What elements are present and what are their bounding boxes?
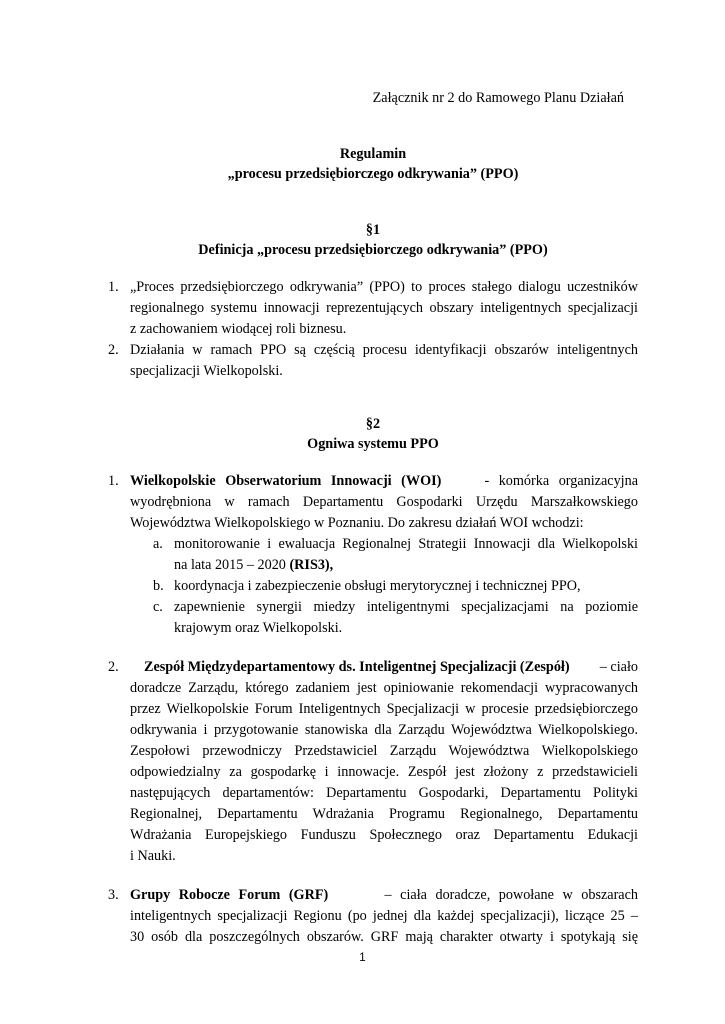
title-line-1: Regulamin: [339, 146, 407, 162]
paragraph-line: inteligentnych specjalizacji Regionu (po jednej dla każdej specjalizacji), liczące 25 –: [130, 908, 638, 924]
paragraph-line: i Nauki.: [130, 848, 176, 864]
list-marker: 1.: [108, 473, 119, 489]
ris3-label: (RIS3),: [289, 557, 334, 573]
paragraph-line: 30 osób dla poszczególnych obszarów. GRF mają charakter otwarty i spotykają się: [130, 929, 638, 945]
sublist-continuation: na lata 2015 – 2020: [174, 557, 290, 573]
paragraph-line: Regionalnej, Departamentu Wdrażania Programu Regionalnego, Departamentu: [130, 806, 638, 822]
zespol-title-rest: – ciało: [599, 659, 638, 675]
section-1-heading: Definicja „procesu przedsiębiorczego odkrywania” (PPO): [198, 242, 548, 258]
annex-label: Załącznik nr 2 do Ramowego Planu Działań: [372, 90, 624, 106]
list-marker: 3.: [108, 887, 119, 903]
paragraph-line: zapewnienie synergii miedzy inteligentnymi specjalizacjami na poziomie: [174, 599, 638, 615]
paragraph-line: specjalizacji Wielkopolski.: [130, 363, 283, 379]
paragraph-line: odkrywania i przygotowanie stanowiska dla Zarządu Województwa Wielkopolskiego.: [130, 722, 638, 738]
paragraph-line: koordynacja i zabezpieczenie obsługi merytorycznej i technicznej PPO,: [174, 578, 581, 594]
paragraph-line: Zespołowi przewodniczy Przedstawiciel Zarządu Województwa Wielkopolskiego: [130, 743, 638, 759]
list-marker: 2.: [108, 659, 119, 675]
sublist-marker: b.: [153, 578, 164, 594]
paragraph-line: monitorowanie i ewaluacja Regionalnej Strategii Innowacji dla Wielkopolski: [174, 536, 638, 552]
woi-title-rest: - komórka organizacyjna: [484, 473, 638, 489]
section-1-number: §1: [365, 222, 381, 238]
paragraph-line: „Proces przedsiębiorczego odkrywania” (PPO) to proces stałego dialogu uczestników: [130, 279, 638, 295]
paragraph-line: doradcze Zarządu, którego zadaniem jest opiniowanie rekomendacji wypracowanych: [130, 680, 638, 696]
paragraph-line: odpowiedzialny za gospodarkę i innowacje. Zespół jest złożony z przedstawicieli: [130, 764, 638, 780]
title-line-2: „procesu przedsiębiorczego odkrywania” (PPO): [227, 166, 519, 182]
zespol-title: Zespół Międzydepartamentowy ds. Inteligentnej Specjalizacji (Zespół): [144, 659, 570, 675]
paragraph-line: [174, 557, 333, 574]
sublist-marker: c.: [153, 599, 163, 615]
paragraph-line: przez Wielkopolskie Forum Inteligentnych Specjalizacji w procesie przedsiębiorczego: [130, 701, 638, 717]
sublist-marker: a.: [153, 536, 163, 552]
page-number: 1: [359, 952, 366, 964]
paragraph-line: z zachowaniem wiodącej roli biznesu.: [130, 321, 347, 337]
paragraph-line: [130, 887, 638, 904]
list-marker: 2.: [108, 342, 119, 358]
paragraph-line: Wdrażania Europejskiego Funduszu Społecznego oraz Departamentu Edukacji: [130, 827, 638, 843]
paragraph-line: Działania w ramach PPO są częścią procesu identyfikacji obszarów inteligentnych: [130, 342, 638, 358]
woi-title: Wielkopolskie Obserwatorium Innowacji (WOI): [130, 473, 442, 489]
paragraph-line: regionalnego systemu innowacji reprezentujących obszary inteligentnych specjalizacji: [130, 300, 638, 316]
paragraph-line: następujących departamentów: Departamentu Gospodarki, Departamentu Polityki: [130, 785, 638, 801]
paragraph-line: krajowym oraz Wielkopolski.: [174, 620, 343, 636]
section-2-number: §2: [365, 416, 381, 432]
list-marker: 1.: [108, 279, 119, 295]
section-2-heading: Ogniwa systemu PPO: [307, 436, 439, 452]
paragraph-line: [144, 659, 638, 676]
paragraph-line: [130, 473, 638, 490]
grf-title-rest: – ciała doradcze, powołane w obszarach: [384, 887, 638, 903]
grf-title: Grupy Robocze Forum (GRF): [130, 887, 329, 903]
paragraph-line: Województwa Wielkopolskiego w Poznaniu. Do zakresu działań WOI wchodzi:: [130, 515, 584, 531]
paragraph-line: wyodrębniona w ramach Departamentu Gospodarki Urzędu Marszałkowskiego: [130, 494, 638, 510]
